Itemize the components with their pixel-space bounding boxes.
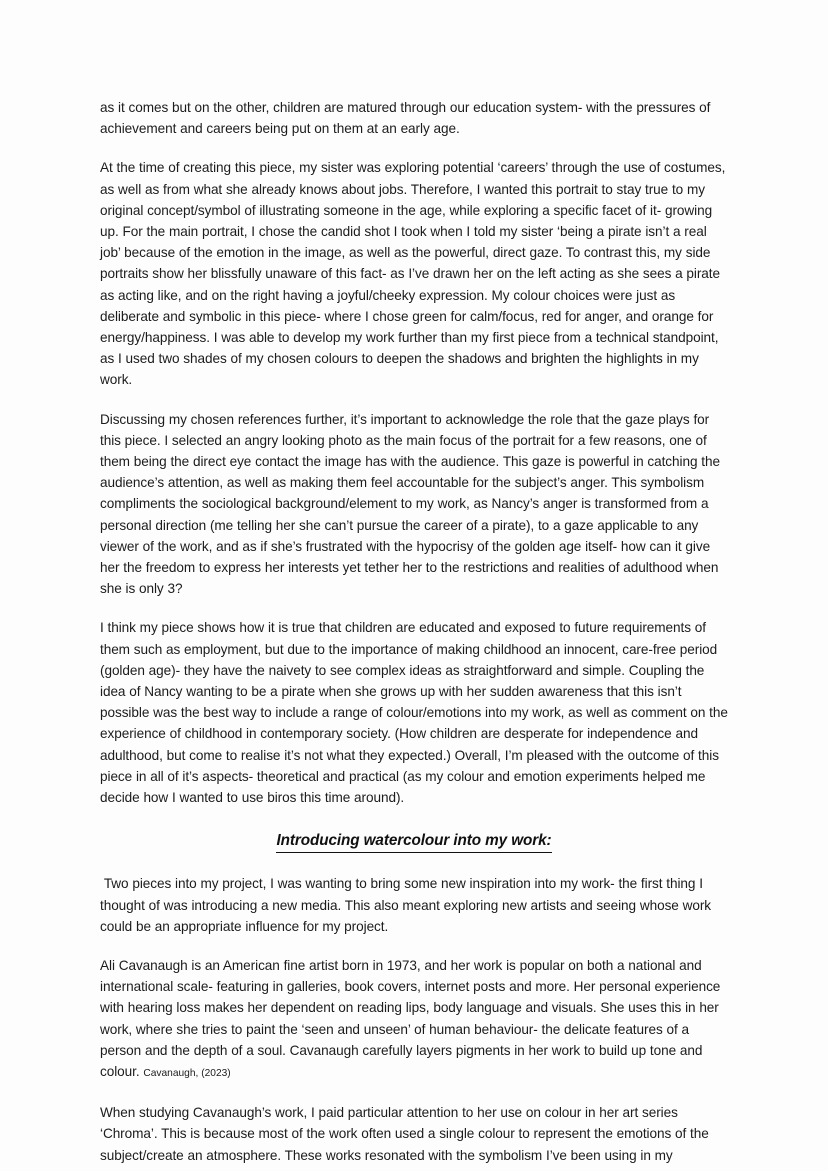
- section-heading-text: Introducing watercolour into my work:: [276, 830, 551, 853]
- paragraph-5: Two pieces into my project, I was wanting to bring some new inspiration into my work- the first thing I thought of was introducing a new media. This also meant exploring new artists and seeing whose work could be an appropriate influence for my project.: [100, 876, 715, 934]
- document-body: [100, 97, 728, 1166]
- paragraph-7: When studying Cavanaugh’s work, I paid particular attention to her use on colour in her art series ‘Chroma’. This is because most of the work often used a single colour to represent the emotions of the subject/create an atmosphere. These works resonated with the symbolism I’ve been using in my: [100, 1105, 709, 1163]
- paragraph-6: [100, 955, 728, 1084]
- paragraph-4: I think my piece shows how it is true that children are educated and exposed to future requirements of them such as employment, but due to the importance of making childhood an innocent, care-free period (golden age)- they have the naivety to see complex ideas as straightforward and simple. Coupling the idea of Nancy wanting to be a pirate when she grows up with her sudden awareness that this isn’t possible was the best way to include a range of colour/emotions into my work, as well as comment on the experience of childhood in contemporary society. (How children are desperate for independence and adulthood, but come to realise it’s not what they expected.) Overall, I’m pleased with the outcome of this piece in all of it’s aspects- theoretical and practical (as my colour and emotion experiments helped me decide how I wanted to use biros this time around).: [100, 620, 728, 806]
- paragraph-1: as it comes but on the other, children are matured through our education system- with the pressures of achievement and careers being put on them at an early age.: [100, 100, 711, 137]
- section-heading: [100, 830, 728, 853]
- paragraph-2: At the time of creating this piece, my sister was exploring potential ‘careers’ through the use of costumes, as well as from what she already knows about jobs. Therefore, I wanted this portrait to stay true to my original concept/symbol of illustrating someone in the age, while exploring a specific facet of it- growing up. For the main portrait, I chose the candid shot I took when I told my sister ‘being a pirate isn’t a real job’ because of the emotion in the image, as well as the powerful, direct gaze. To contrast this, my side portraits show her blissfully unaware of this fact- as I’ve drawn her on the left acting as she sees a pirate as acting like, and on the right having a joyful/cheeky expression. My colour choices were just as deliberate and symbolic in this piece- where I chose green for calm/focus, red for anger, and orange for energy/happiness. I was able to develop my work further than my first piece from a technical standpoint, as I used two shades of my chosen colours to deepen the shadows and brighten the highlights in my work.: [100, 160, 726, 388]
- paragraph-3: Discussing my chosen references further, it’s important to acknowledge the role that the gaze plays for this piece. I selected an angry looking photo as the main focus of the portrait for a few reasons, one of them being the direct eye contact the image has with the audience. This gaze is powerful in catching the audience’s attention, as well as making them feel accountable for the subject’s anger. This symbolism compliments the sociological background/element to my work, as Nancy’s anger is transformed from a personal direction (me telling her she can’t pursue the career of a pirate), to a gaze applicable to any viewer of the work, and as if she’s frustrated with the hypocrisy of the golden age itself- how can it give her the freedom to express her interests yet tether her to the restrictions and realities of adulthood when she is only 3?: [100, 411, 720, 597]
- citation-cavanaugh: Cavanaugh, (2023): [143, 1067, 231, 1079]
- paragraph-6-text: Ali Cavanaugh is an American fine artist born in 1973, and her work is popular on both a national and international scale- featuring in galleries, book covers, internet posts and more. Her personal experience with hearing loss makes her dependent on reading lips, body language and visuals. She uses this in her work, where she tries to paint the ‘seen and unseen’ of human behaviour- the delicate features of a person and the depth of a soul. Cavanaugh carefully layers pigments in her work to build up tone and colour.: [100, 957, 721, 1079]
